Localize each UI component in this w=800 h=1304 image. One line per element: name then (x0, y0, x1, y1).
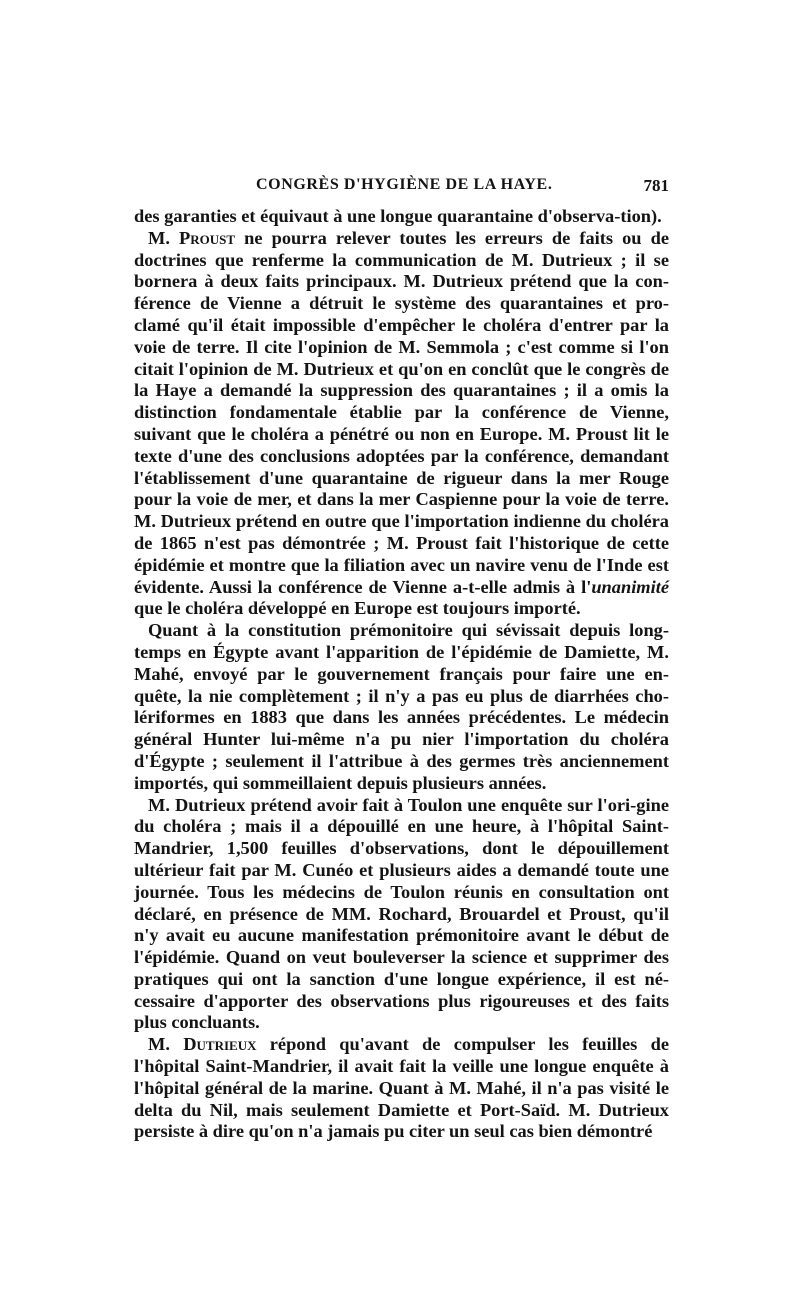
body-text (134, 206, 669, 1143)
paragraph-5 (134, 1034, 669, 1143)
page-number: 781 (643, 176, 669, 195)
paragraph-2 (134, 228, 669, 620)
paragraph-text: Quant à la constitution prémonitoire qui sévissait depuis long-temps en Égypte avant l'apparition de l'épidémie de Damiette, M. Mahé, envoyé par le gouvernement français pour faire une en-quête, la nie complètement ; il n'y a pas eu plus de diarrhées cho-lériformes en 1883 que dans les années précédentes. Le médecin général Hunter lui-même n'a pu nier l'importation du choléra d'Égypte ; seulement il l'attribue à des germes très anciennement importés, qui sommeillaient depuis plusieurs années. (134, 620, 669, 793)
paragraph-text: répond qu'avant de compulser les feuilles de l'hôpital Saint-Mandrier, il avait fait la veille une longue enquête à l'hôpital général de la marine. Quant à M. Mahé, il n'a pas visité le delta du Nil, mais seulement Damiette et Port-Saïd. M. Dutrieux persiste à dire qu'on n'a jamais pu citer un seul cas bien démontré (134, 1034, 669, 1142)
emphasized-word: unanimité (591, 576, 669, 597)
paragraph-4 (134, 795, 669, 1035)
book-page (134, 176, 669, 1143)
page-header (134, 176, 669, 206)
paragraph-text-continued: que le choléra développé en Europe est toujours importé. (134, 598, 581, 619)
speaker-name: M. Dutrieux (148, 1034, 257, 1055)
paragraph-text: ne pourra relever toutes les erreurs de faits ou de doctrines que renferme la communication de M. Dutrieux ; il se bornera à deux faits principaux. M. Dutrieux prétend que la con-férence de Vienne a détruit le système des quarantaines et pro-clamé qu'il était impossible d'empêcher le choléra d'entrer par la voie de terre. Il cite l'opinion de M. Semmola ; c'est comme si l'on citait l'opinion de M. Dutrieux et qu'on en conclût que le congrès de la Haye a demandé la suppression des quarantaines ; il a omis la distinction fondamentale établie par la conférence de Vienne, suivant que le choléra a pénétré ou non en Europe. M. Proust lit le texte d'une des conclusions adoptées par la conférence, demandant l'établissement d'une quarantaine de rigueur dans la mer Rouge pour la voie de mer, et dans la mer Caspienne pour la voie de terre. M. Dutrieux prétend en outre que l'importation indienne du choléra de 1865 n'est pas démontrée ; M. Proust fait l'historique de cette épidémie et montre que la filiation avec un navire venu de l'Inde est évidente. Aussi la conférence de Vienne a-t-elle admis à l' (134, 227, 669, 597)
speaker-name: M. Proust (148, 227, 236, 248)
paragraph-3 (134, 620, 669, 794)
running-title: CONGRÈS D'HYGIÈNE DE LA HAYE. (256, 176, 553, 193)
paragraph-1 (134, 206, 669, 228)
paragraph-text: des garanties et équivaut à une longue quarantaine d'observa-tion). (134, 206, 662, 226)
paragraph-text: M. Dutrieux prétend avoir fait à Toulon une enquête sur l'ori-gine du choléra ; mais il a dépouillé en une heure, à l'hôpital Saint-Mandrier, 1,500 feuilles d'observations, dont le dépouillement ultérieur fait par M. Cunéo et plusieurs aides a demandé toute une journée. Tous les médecins de Toulon réunis en consultation ont déclaré, en présence de MM. Rochard, Brouardel et Proust, qu'il n'y avait eu aucune manifestation prémonitoire avant le début de l'épidémie. Quand on veut bouleverser la science et supprimer des pratiques qui ont la sanction d'une longue expérience, il est né-cessaire d'apporter des observations plus rigoureuses et des faits plus concluants. (134, 794, 669, 1033)
